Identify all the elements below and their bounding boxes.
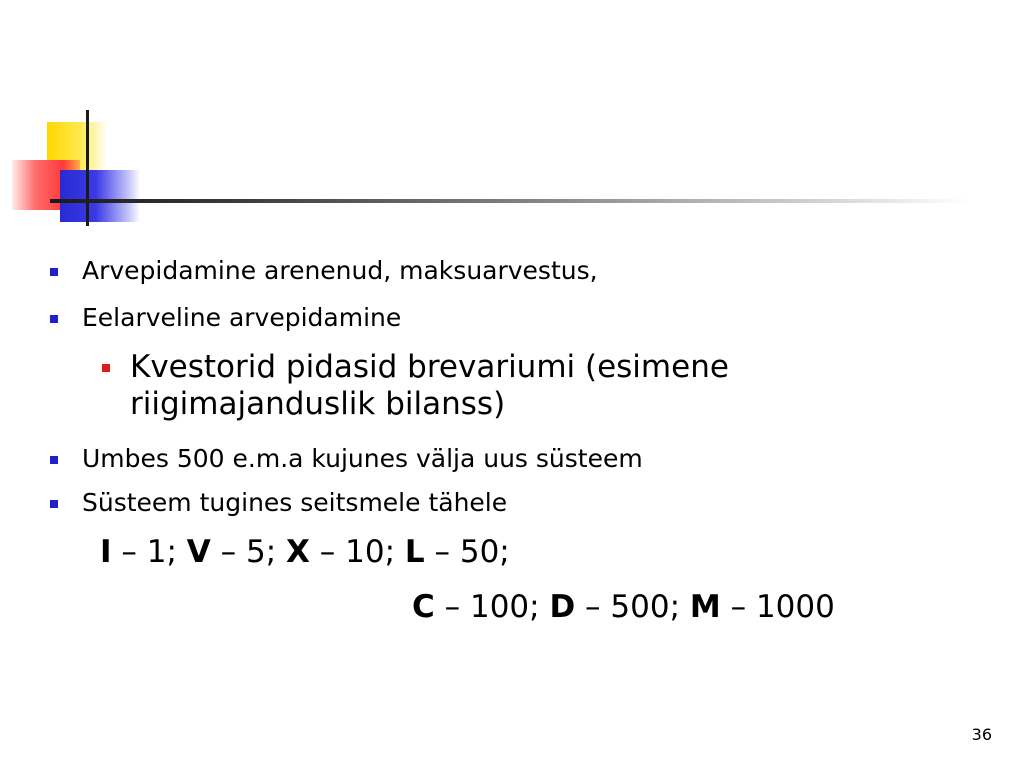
numeral-X-value: – 10;: [309, 534, 405, 570]
numeral-L-value: – 50;: [424, 534, 510, 570]
bullet-square-icon: [50, 456, 58, 464]
numeral-M-value: – 1000: [720, 589, 835, 625]
numeral-M: M: [689, 589, 721, 625]
bullet-item: [50, 256, 598, 286]
bullet-item: [50, 488, 507, 518]
bullet-item: [50, 303, 401, 333]
page-number: 36: [971, 725, 992, 744]
sub-bullet-text: Kvestorid pidasid brevariumi (esimene riigimajanduslik bilanss): [130, 349, 729, 422]
bullet-text: Eelarveline arvepidamine: [82, 303, 402, 332]
sub-bullet-item: [102, 349, 830, 423]
sub-bullet-square-icon: [102, 364, 110, 372]
numerals-line-1: [100, 534, 510, 571]
numeral-X: X: [286, 534, 310, 570]
numeral-V: V: [186, 534, 211, 570]
bullet-text: Süsteem tugines seitsmele tähele: [82, 488, 508, 517]
numeral-D: D: [549, 589, 576, 625]
bullet-square-icon: [50, 500, 58, 508]
numerals-line-2: [412, 589, 835, 626]
numeral-V-value: – 5;: [210, 534, 287, 570]
numeral-C: C: [412, 589, 435, 625]
numeral-I-value: – 1;: [111, 534, 187, 570]
numeral-L: L: [404, 534, 425, 570]
bullet-text: Arvepidamine arenenud, maksuarvestus,: [82, 256, 598, 285]
bullet-square-icon: [50, 315, 58, 323]
bullet-text: Umbes 500 e.m.a kujunes välja uus süsteem: [82, 444, 643, 473]
numeral-D-value: – 500;: [575, 589, 690, 625]
bullet-square-icon: [50, 268, 58, 276]
numeral-I: I: [100, 534, 112, 570]
bullet-item: [50, 444, 643, 474]
numeral-C-value: – 100;: [434, 589, 550, 625]
